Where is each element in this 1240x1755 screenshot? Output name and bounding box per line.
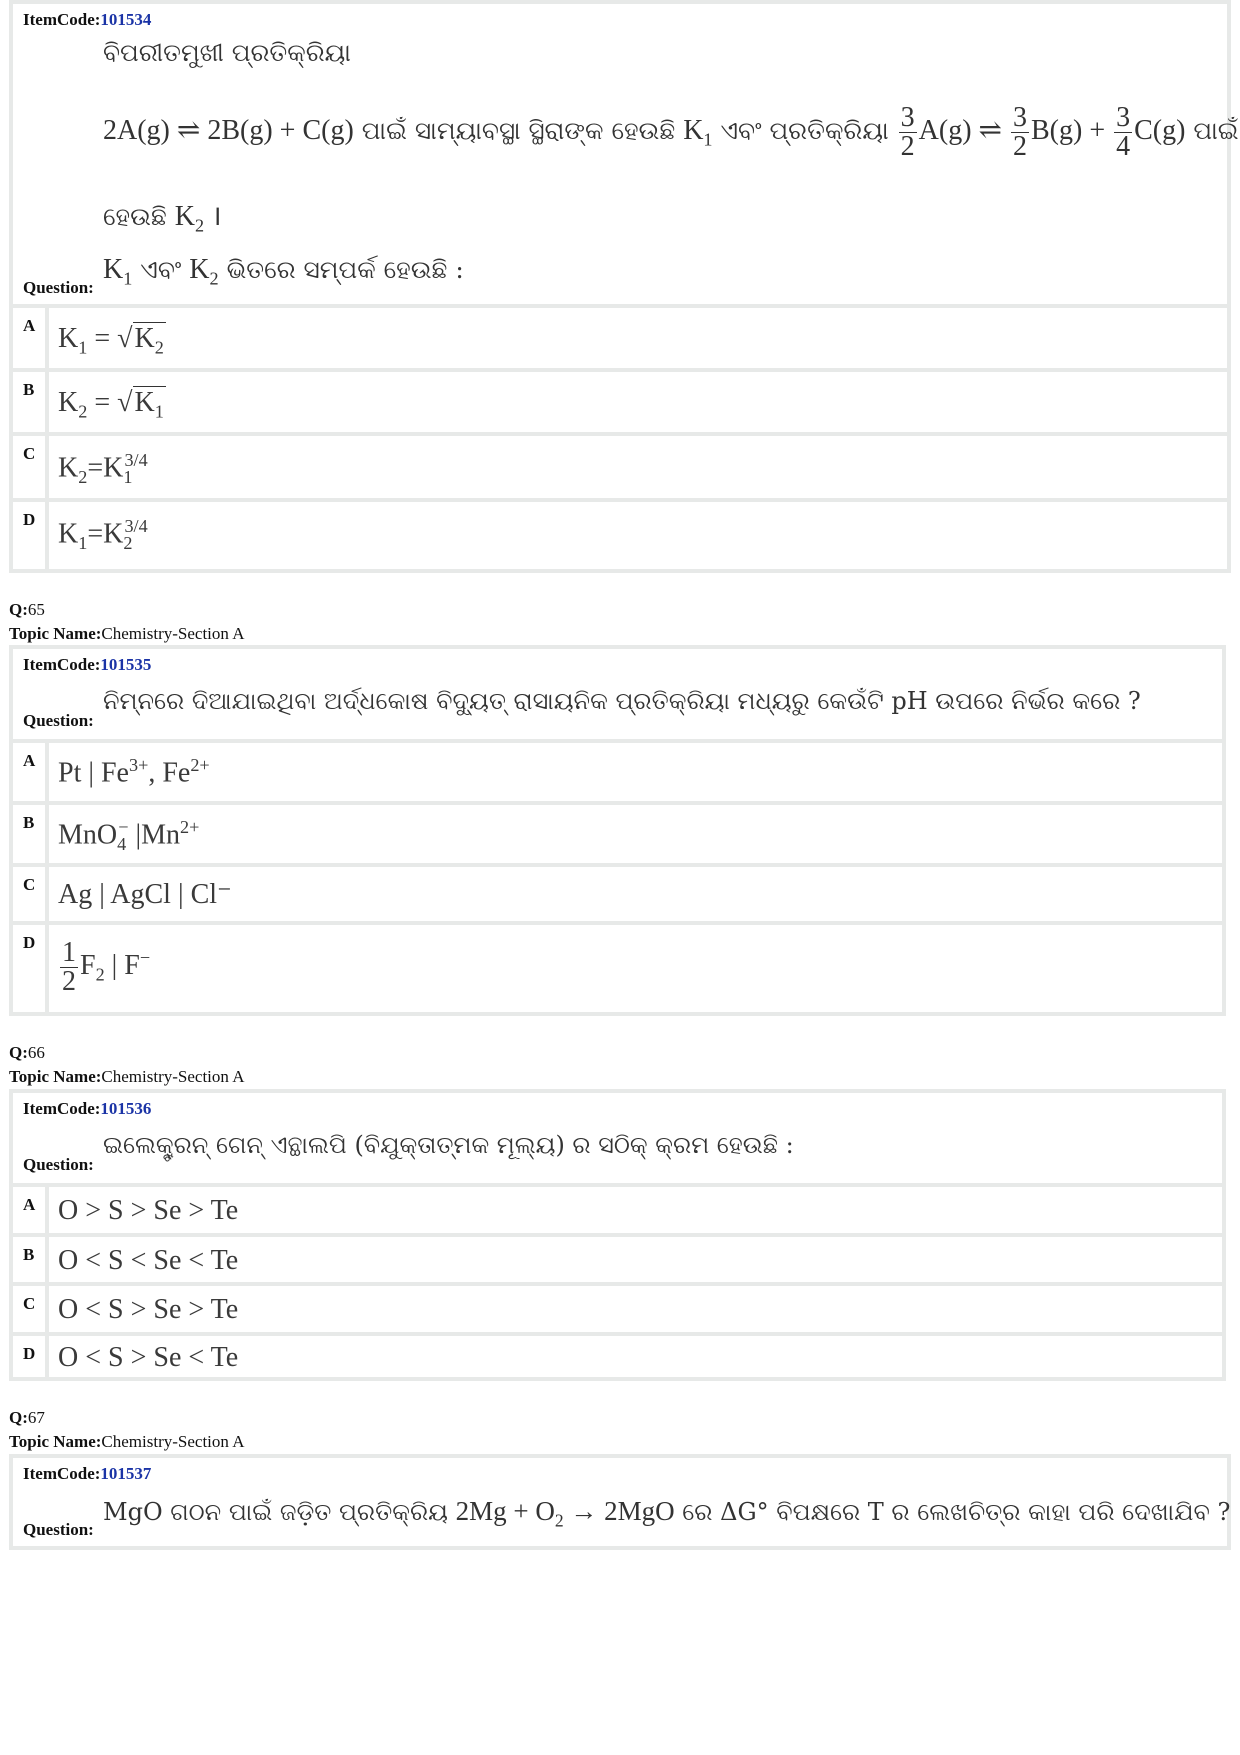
option-letter: C	[23, 444, 36, 463]
question-number: Q:67	[9, 1408, 45, 1427]
option-text: O < S > Se < Te	[58, 1342, 239, 1373]
divider	[45, 308, 49, 372]
divider	[45, 1187, 49, 1237]
divider	[45, 1237, 49, 1286]
option-b[interactable]	[13, 801, 1222, 867]
topic-name: Topic Name:Chemistry-Section A	[9, 1432, 245, 1451]
option-text: $K_1 = √K_2$	[58, 323, 164, 358]
question-line-3: ହେଉଛି $K_2$ ।	[103, 201, 222, 236]
option-text: $K_2 = √K_1$	[58, 387, 164, 422]
option-a[interactable]	[13, 739, 1222, 805]
question-line-2: 2A(g) ⇌ 2B(g) + C(g) ପାଇଁ ସାମ୍ୟାବସ୍ଥା ସ୍ଥିରାଙ୍କ ହେଉଛି $K_1$ ଏବଂ ପ୍ରତିକ୍ରିୟା $\frac{3}{2}$ A(g) ⇌ $\frac{3}{2}$ B(g) + $\frac{3}{4}$ C(g) ପାଇଁ	[103, 102, 1239, 162]
option-d[interactable]	[13, 1332, 1222, 1381]
question-label: Question:	[23, 278, 94, 297]
option-letter: A	[23, 1195, 36, 1214]
topic-name: Topic Name:Chemistry-Section A	[9, 624, 245, 643]
option-c[interactable]	[13, 432, 1227, 502]
option-text: Ag | AgCl | Cl⁻	[58, 879, 232, 910]
option-text: Pt | $Fe^{3+}$, $Fe^{2+}$	[58, 755, 210, 789]
itemcode: ItemCode:101534	[23, 10, 152, 29]
option-text: $K_2=K_1^{3/4}$	[58, 450, 148, 487]
option-letter: D	[23, 933, 36, 952]
question-label: Question:	[23, 1520, 94, 1539]
option-letter: D	[23, 1344, 36, 1363]
option-letter: B	[23, 380, 35, 399]
question-number: Q:66	[9, 1043, 45, 1062]
question-text: ଇଲେକ୍ଟ୍ରନ୍ ଗେନ୍ ଏନ୍ଥାଲପି (ବିଯୁକ୍ତାତ୍ମକ ମୂଲ୍ୟ) ର ସଠିକ୍ କ୍ରମ ହେଉଛି :	[103, 1131, 794, 1159]
divider	[45, 436, 49, 502]
question-block-101537	[9, 1454, 1231, 1550]
option-text: O < S > Se > Te	[58, 1294, 239, 1325]
option-letter: B	[23, 1245, 35, 1264]
divider	[45, 867, 49, 925]
question-line-1: ବିପରୀତମୁଖୀ ପ୍ରତିକ୍ରିୟା	[103, 38, 351, 67]
itemcode: ItemCode:101536	[23, 1099, 152, 1118]
option-text: $K_1=K_2^{3/4}$	[58, 516, 148, 553]
divider	[45, 743, 49, 805]
question-text: ନିମ୍ନରେ ଦିଆଯାଇଥିବା ଅର୍ଦ୍ଧକୋଷ ବିଦ୍ୟୁତ୍ ରାସାୟନିକ ପ୍ରତିକ୍ରିୟା ମଧ୍ୟରୁ କେଉଁଟି pH ଉପରେ ନିର୍ଭର କରେ ?	[103, 687, 1141, 715]
divider	[45, 372, 49, 436]
option-letter: A	[23, 316, 36, 335]
option-text: O < S < Se < Te	[58, 1245, 239, 1276]
question-block-101536	[9, 1089, 1226, 1381]
option-letter: B	[23, 813, 35, 832]
option-text: MnO$_4$− $|Mn^{2+}$	[58, 817, 200, 854]
option-d[interactable]	[13, 498, 1227, 573]
itemcode: ItemCode:101535	[23, 655, 152, 674]
option-c[interactable]	[13, 1282, 1222, 1336]
question-line-4: $K_1$ ଏବଂ $K_2$ ଭିତରେ ସମ୍ପର୍କ ହେଉଛି :	[103, 254, 464, 289]
option-text: O > S > Se > Te	[58, 1195, 239, 1226]
question-label: Question:	[23, 1155, 94, 1174]
option-a[interactable]	[13, 1183, 1222, 1237]
option-letter: A	[23, 751, 36, 770]
question-number: Q:65	[9, 600, 45, 619]
question-block-101534	[9, 0, 1239, 573]
option-letter: C	[23, 875, 36, 894]
topic-name: Topic Name:Chemistry-Section A	[9, 1067, 245, 1086]
divider	[45, 805, 49, 867]
option-c[interactable]	[13, 863, 1222, 925]
option-b[interactable]	[13, 368, 1227, 436]
question-block-101535	[9, 645, 1226, 1016]
question-label: Question:	[23, 711, 94, 730]
divider	[45, 1336, 49, 1381]
option-letter: C	[23, 1294, 36, 1313]
divider	[45, 925, 49, 1016]
divider	[45, 1286, 49, 1336]
question-text: MgO ଗଠନ ପାଇଁ ଜଡ଼ିତ ପ୍ରତିକ୍ରିୟ $2Mg + O_2 \to 2MgO$ ରେ ΔG° ବିପକ୍ଷରେ T ର ଲେଖଚିତ୍ର କାହା ପରି ଦେଖାଯିବ ?	[103, 1496, 1231, 1531]
divider	[45, 502, 49, 573]
option-b[interactable]	[13, 1233, 1222, 1286]
itemcode: ItemCode:101537	[23, 1464, 152, 1483]
option-a[interactable]	[13, 304, 1227, 372]
option-text: $\frac{1}{2}$ $F_2$ | F−	[62, 937, 151, 997]
option-d[interactable]	[13, 921, 1222, 1016]
option-letter: D	[23, 510, 36, 529]
